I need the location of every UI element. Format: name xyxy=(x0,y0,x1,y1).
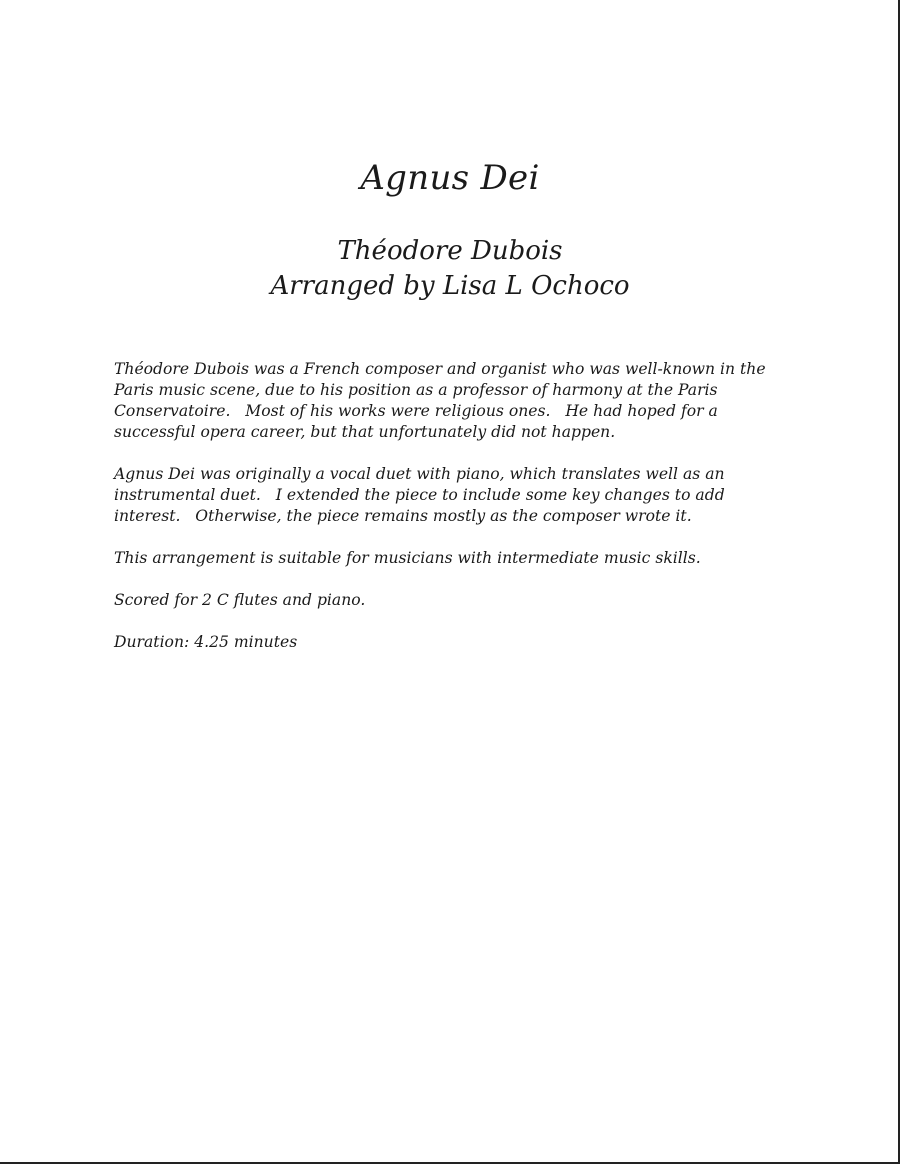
page-title: Agnus Dei xyxy=(360,158,540,198)
composer-bio-paragraph: Théodore Dubois was a French composer and organist who was well-known in the Paris music scene, due to his position as a professor of harmony at the Paris Conservatoire. Most of his works were religious ones. He had hoped for a successful opera career, but that unfortunately did not happen. xyxy=(114,360,771,441)
duration-paragraph: Duration: 4.25 minutes xyxy=(114,633,298,651)
scoring-paragraph: Scored for 2 C flutes and piano. xyxy=(114,591,366,609)
composer-name: Théodore Dubois xyxy=(337,236,563,266)
arrangement-paragraph: Agnus Dei was originally a vocal duet with piano, which translates well as an instrumental duet. I extended the piece to include some key changes to add interest. Otherwise, the piece remains mostly as the composer wrote it. xyxy=(114,465,730,525)
skill-level-paragraph: This arrangement is suitable for musicians with intermediate music skills. xyxy=(114,549,701,567)
arranger-credit: Arranged by Lisa L Ochoco xyxy=(270,271,630,301)
program-notes xyxy=(114,359,794,674)
